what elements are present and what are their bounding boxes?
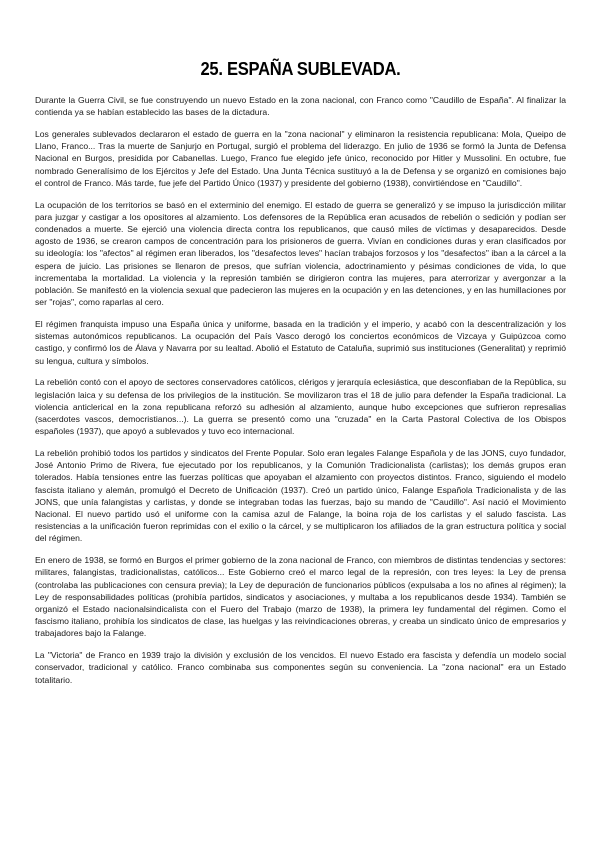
paragraph-church: La rebelión contó con el apoyo de sectores conservadores católicos, clérigos y jerarquía eclesiástica, que desconfiaban de la República, su legislación laica y su defensa de los privilegios de la institución. Se movilizaron tras el 18 de julio para defender la España tradicional. La violencia anticlerical en la zona republicana reforzó su adhesión al alzamiento, aunque hubo excepciones que sufrieron represalias (sacerdotes vascos, democristianos...). La guerra se presentó como una "cruzada" en la Carta Pastoral Colectiva de los Obispos españoles (1937), que apoyó a sublevados y tuvo eco internacional. (35, 377, 566, 437)
paragraph-single-party: La rebelión prohibió todos los partidos y sindicatos del Frente Popular. Solo eran legales Falange Española y de las JONS, cuyo fundador, José Antonio Primo de Rivera, fue ejecutado por los republicanos, y la Comunión Tradicionalista (carlistas); los demás grupos eran tolerados. Había tensiones entre las fuerzas políticas que apoyaban el alzamiento con proyectos distintos. Franco, siguiendo el modelo fascista italiano y alemán, promulgó el Decreto de Unificación (1937). Creó un partido único, Falange Española Tradicionalista y de las JONS, que unía falangistas y carlistas, y donde se integraban todas las fuerzas, bajo su mando de "Caudillo". Así nació el Movimiento Nacional. El nuevo partido usó el uniforme con la camisa azul de Falange, la boina roja de los carlistas y el saludo fascista. Las resistencias a la unificación fueron reprimidas con el exilio o la cárcel, y se multiplicaron los afiliados de la gran estructura política y social del régimen. (35, 448, 566, 544)
paragraph-victory: La "Victoria" de Franco en 1939 trajo la división y exclusión de los vencidos. El nuevo Estado era fascista y defendía un modelo social conservador, tradicional y católico. Franco combinaba sus componentes según su conveniencia. La "zona nacional" era un Estado totalitario. (35, 650, 566, 685)
paragraph-centralization: El régimen franquista impuso una España única y uniforme, basada en la tradición y el imperio, y acabó con la descentralización y los sistemas autonómicos republicanos. La ocupación del País Vasco derogó los conciertos económicos de Vizcaya y Guipúzcoa como castigo, y confirmó los de Álava y Navarra por su lealtad. Abolió el Estatuto de Cataluña, suprimió sus instituciones (Generalitat) y reprimió su lengua, cultura y símbolos. (35, 319, 566, 366)
paragraph-leadership: Los generales sublevados declararon el estado de guerra en la "zona nacional" y eliminaron la resistencia republicana: Mola, Queipo de Llano, Franco... Tras la muerte de Sanjurjo en Portugal, surgió el problema del liderazgo. En julio de 1936 se formó la Junta de Defensa Nacional en Burgos, presidida por Cabanellas. Luego, Franco fue elegido jefe único, reconocido por Hitler y Mussolini. En octubre, fue nombrado Generalísimo de los Ejércitos y Jefe del Estado. Una Junta Técnica sustituyó a la de Defensa y se organizó en comisiones bajo el control de Franco. Más tarde, fue jefe del Partido Único (1937) y presidente del gobierno (1938), convirtiéndose en "Caudillo". (35, 129, 566, 188)
paragraph-repression: La ocupación de los territorios se basó en el exterminio del enemigo. El estado de guerra se generalizó y se impuso la jurisdicción militar para juzgar y castigar a los opositores al alzamiento. Los defensores de la República eran acusados de rebelión o sedición y podían ser condenados a muerte. Se ejerció una violencia directa contra los republicanos, que causó miles de víctimas y desaparecidos. Desde agosto de 1936, se crearon campos de concentración para los prisioneros de guerra. Vivían en condiciones duras y eran clasificados por su ideología: los "afectos" al régimen eran liberados, los "desafectos leves" hacían trabajos forzosos y los "desafectos" iban a la cárcel a la espera de juicio. Las prisiones se llenaron de presos, que sufrían violencia, adoctrinamiento y pésimas condiciones de vida, lo que incrementaba la mortalidad. La violencia y la represión también se dirigieron contra las mujeres, para aterrorizar y avergonzar a la población. Se manifestó en la violencia sexual que padecieron las mujeres en la ocupación y en las detenciones, y en las humillaciones por ser "rojas", como raparlas al cero. (35, 199, 566, 308)
paragraph-first-government: En enero de 1938, se formó en Burgos el primer gobierno de la zona nacional de Franco, con miembros de distintas tendencias y sectores: militares, falangistas, tradicionalistas, católicos... Este Gobierno creó el marco legal de la represión, con tres leyes: la Ley de prensa (controlaba las publicaciones con censura previa); la Ley de depuración de funcionarios públicos (expulsaba a los no afines al régimen); la Ley de responsabilidades políticas (prohibía partidos, sindicatos y asociaciones, y multaba a los republicanos desde 1934). También se organizó el Estado nacionalsindicalista con el Fuero del Trabajo (marzo de 1938), la primera ley fundamental del régimen. Como el fascismo italiano, prohibía los sindicatos de clase, las huelgas y las reivindicaciones obreras, y creaba un sindicato único de empresarios y trabajadores bajo la Falange. (35, 555, 566, 639)
paragraph-intro: Durante la Guerra Civil, se fue construyendo un nuevo Estado en la zona nacional, con Franco como "Caudillo de España". Al finalizar la contienda ya se habían establecido las bases de la dictadura. (35, 95, 566, 118)
page-title: 25. ESPAÑA SUBLEVADA. (200, 59, 401, 79)
